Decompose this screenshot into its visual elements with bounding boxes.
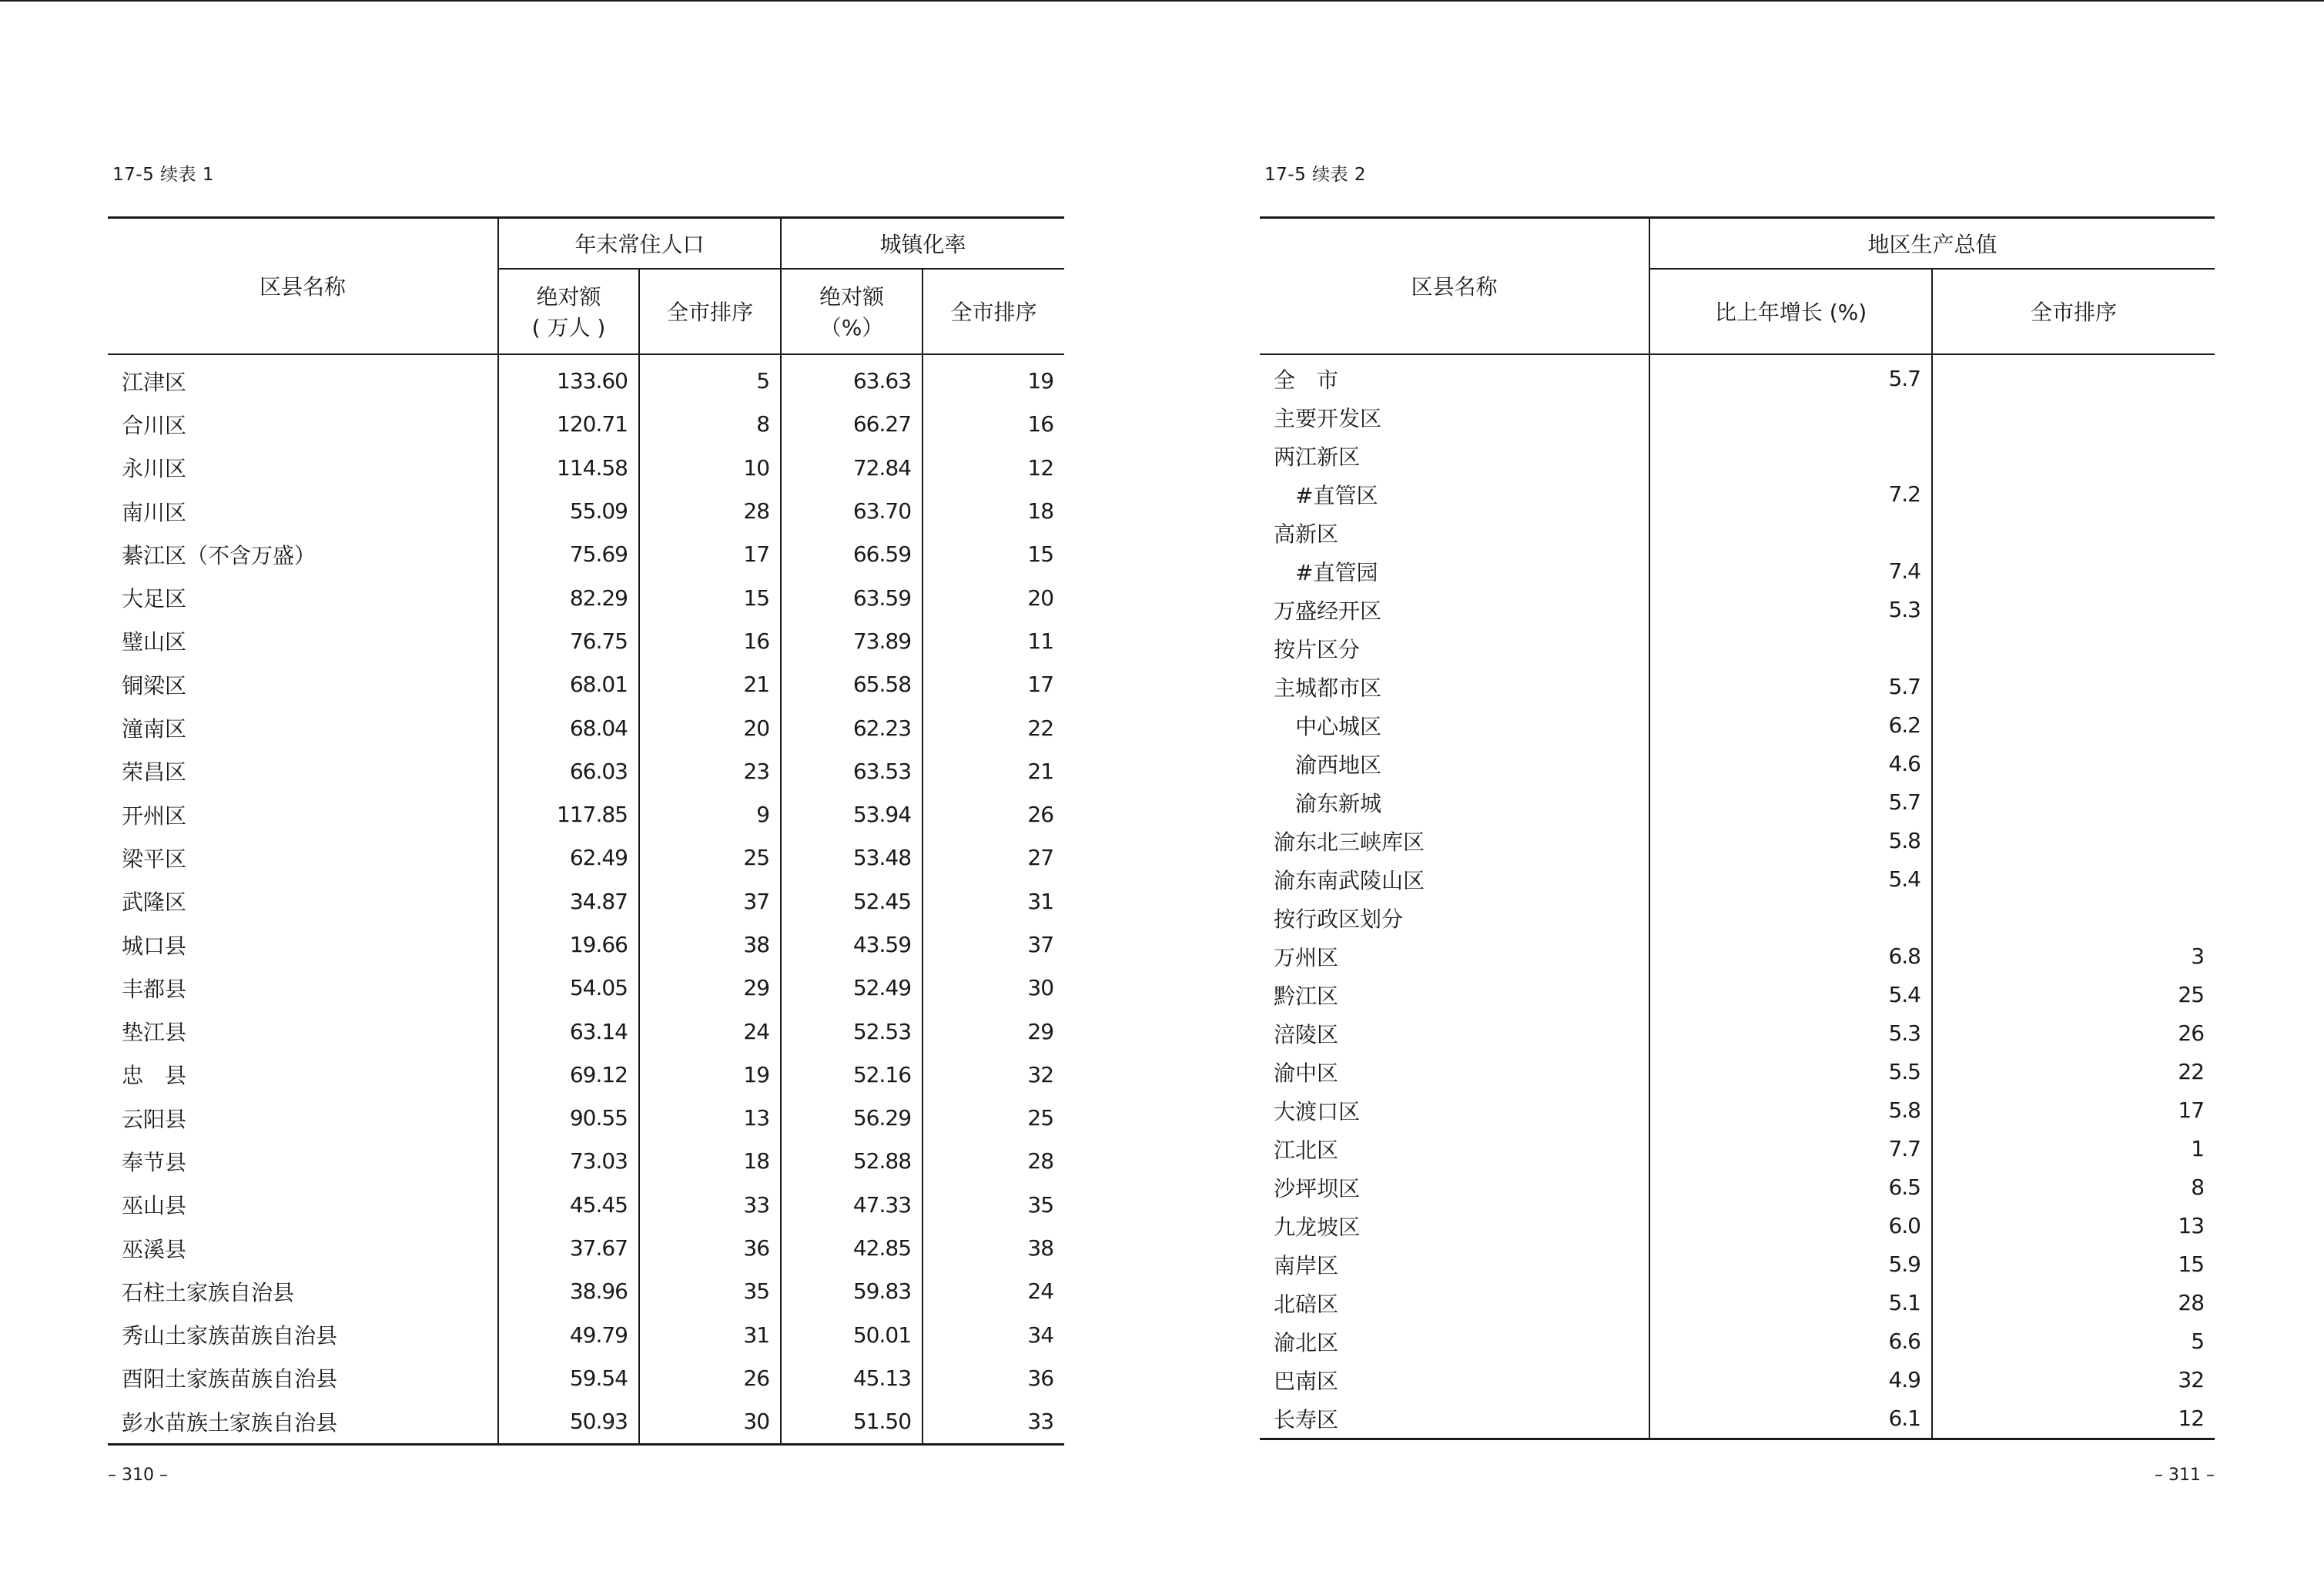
urbanization-rank-cell: 27: [923, 836, 1064, 879]
table-row: [108, 1140, 1064, 1183]
left-table-body: [108, 354, 1064, 1445]
urbanization-rank-cell: 17: [923, 663, 1064, 706]
urbanization-rank-cell: 29: [923, 1010, 1064, 1053]
region-name-cell: 江北区: [1274, 1137, 1339, 1163]
population-rank-cell: 31: [639, 1313, 781, 1356]
population-value-cell: 49.79: [498, 1313, 639, 1356]
population-value-cell: 34.87: [498, 879, 639, 923]
region-name-cell: 武隆区: [122, 889, 187, 916]
table-row: [1260, 354, 2215, 398]
table-row: [108, 1183, 1064, 1226]
population-rank-cell: 38: [639, 923, 781, 966]
table-row: [108, 836, 1064, 879]
population-rank-cell: 28: [639, 489, 781, 532]
growth-value-cell: 7.2: [1649, 475, 1932, 514]
table-row: [1260, 1130, 2215, 1168]
region-name-cell: 巫山县: [122, 1193, 187, 1219]
gdp-rank-cell: [1932, 591, 2215, 629]
urbanization-rank-cell: 19: [923, 354, 1064, 403]
urbanization-value-cell: 52.49: [781, 967, 923, 1010]
growth-value-cell: 5.5: [1649, 1053, 1932, 1091]
growth-value-cell: 6.2: [1649, 706, 1932, 745]
region-name-cell: 万盛经开区: [1274, 598, 1382, 624]
growth-value-cell: [1649, 437, 1932, 475]
urbanization-value-cell: 53.48: [781, 836, 923, 879]
population-rank-cell: 36: [639, 1226, 781, 1269]
region-name-cell: 按片区分: [1274, 636, 1361, 662]
header-urbanization-absolute-line1: 绝对额: [819, 284, 885, 310]
urbanization-rank-cell: 21: [923, 749, 1064, 792]
urbanization-value-cell: 63.70: [781, 489, 923, 532]
table-row: [1260, 783, 2215, 822]
growth-value-cell: 7.4: [1649, 552, 1932, 591]
table-row: [1260, 1091, 2215, 1130]
table-row: [108, 1270, 1064, 1313]
region-name-cell: 奉节县: [122, 1149, 187, 1175]
region-name-cell: 按行政区划分: [1274, 906, 1404, 932]
growth-value-cell: 4.9: [1649, 1361, 1932, 1399]
population-value-cell: 120.71: [498, 403, 639, 446]
gdp-rank-cell: [1932, 706, 2215, 745]
table-row: [1260, 475, 2215, 514]
growth-value-cell: 5.3: [1649, 591, 1932, 629]
gdp-rank-cell: 13: [1932, 1207, 2215, 1245]
urbanization-value-cell: 73.89: [781, 619, 923, 662]
population-rank-cell: 25: [639, 836, 781, 879]
urbanization-value-cell: 63.59: [781, 576, 923, 619]
population-rank-cell: 9: [639, 792, 781, 836]
table-row: [1260, 437, 2215, 475]
population-urbanization-table: [108, 216, 1064, 1446]
urbanization-value-cell: 63.63: [781, 354, 923, 403]
population-value-cell: 69.12: [498, 1053, 639, 1096]
region-name-cell: 南岸区: [1274, 1252, 1339, 1278]
population-rank-cell: 17: [639, 533, 781, 576]
region-name-cell: #直管区: [1295, 482, 1378, 508]
region-name-cell: 巫溪县: [122, 1236, 187, 1262]
header-gdp-group: 地区生产总值: [1649, 218, 2215, 269]
gdp-rank-cell: 15: [1932, 1245, 2215, 1284]
population-value-cell: 55.09: [498, 489, 639, 532]
table-row: [1260, 860, 2215, 899]
table-row: [1260, 668, 2215, 706]
table-row: [108, 1400, 1064, 1445]
population-rank-cell: 16: [639, 619, 781, 662]
table-row: [1260, 629, 2215, 668]
region-name-cell: 忠 县: [122, 1063, 187, 1089]
urbanization-value-cell: 45.13: [781, 1356, 923, 1399]
table-row: [1260, 1168, 2215, 1207]
urbanization-value-cell: 52.45: [781, 879, 923, 923]
table-row: [1260, 1284, 2215, 1322]
growth-value-cell: 5.4: [1649, 976, 1932, 1014]
header-population-absolute-line2: ( 万人 ): [531, 315, 606, 340]
region-name-cell: 九龙坡区: [1274, 1214, 1361, 1240]
gdp-rank-cell: 3: [1932, 937, 2215, 976]
header-region-name: 区县名称: [108, 218, 498, 354]
gdp-rank-cell: 32: [1932, 1361, 2215, 1399]
region-name-cell: 开州区: [122, 802, 187, 829]
population-rank-cell: 15: [639, 576, 781, 619]
region-name-cell: 渝中区: [1274, 1060, 1339, 1086]
gdp-rank-cell: [1932, 745, 2215, 783]
region-name-cell: 中心城区: [1295, 713, 1382, 739]
region-name-cell: 渝西地区: [1295, 752, 1382, 778]
population-rank-cell: 19: [639, 1053, 781, 1096]
table-row: [108, 576, 1064, 619]
population-value-cell: 114.58: [498, 446, 639, 489]
population-rank-cell: 26: [639, 1356, 781, 1399]
urbanization-rank-cell: 11: [923, 619, 1064, 662]
right-table-body: [1260, 354, 2215, 1439]
growth-value-cell: [1649, 514, 1932, 552]
growth-value-cell: 5.7: [1649, 354, 1932, 398]
population-rank-cell: 5: [639, 354, 781, 403]
gdp-rank-cell: 8: [1932, 1168, 2215, 1207]
region-name-cell: 铜梁区: [122, 672, 187, 699]
urbanization-rank-cell: 28: [923, 1140, 1064, 1183]
population-rank-cell: 21: [639, 663, 781, 706]
growth-value-cell: 5.8: [1649, 1091, 1932, 1130]
urbanization-rank-cell: 22: [923, 706, 1064, 749]
table-row: [1260, 1322, 2215, 1361]
table-row: [108, 749, 1064, 792]
table-row: [1260, 1399, 2215, 1439]
growth-value-cell: [1649, 629, 1932, 668]
top-border-line: [0, 0, 2324, 2]
region-name-cell: 高新区: [1274, 521, 1339, 547]
population-value-cell: 73.03: [498, 1140, 639, 1183]
table-row: [1260, 398, 2215, 437]
table-row: [1260, 1053, 2215, 1091]
gdp-growth-table: [1260, 216, 2215, 1440]
growth-value-cell: 5.4: [1649, 860, 1932, 899]
population-rank-cell: 33: [639, 1183, 781, 1226]
region-name-cell: 黔江区: [1274, 983, 1339, 1009]
growth-value-cell: 4.6: [1649, 745, 1932, 783]
gdp-rank-cell: 25: [1932, 976, 2215, 1014]
urbanization-value-cell: 72.84: [781, 446, 923, 489]
urbanization-value-cell: 43.59: [781, 923, 923, 966]
table-row: [108, 1053, 1064, 1096]
population-rank-cell: 37: [639, 879, 781, 923]
population-value-cell: 82.29: [498, 576, 639, 619]
urbanization-rank-cell: 35: [923, 1183, 1064, 1226]
table-row: [108, 1226, 1064, 1269]
population-rank-cell: 10: [639, 446, 781, 489]
growth-value-cell: 6.1: [1649, 1399, 1932, 1439]
header-population-absolute-line1: 绝对额: [536, 284, 601, 310]
region-name-cell: 丰都县: [122, 976, 187, 1002]
region-name-cell: 北碚区: [1274, 1291, 1339, 1317]
growth-value-cell: 5.1: [1649, 1284, 1932, 1322]
gdp-rank-cell: [1932, 354, 2215, 398]
population-rank-cell: 18: [639, 1140, 781, 1183]
population-rank-cell: 8: [639, 403, 781, 446]
growth-value-cell: [1649, 398, 1932, 437]
header-population-rank: 全市排序: [639, 269, 781, 354]
region-name-cell: 渝东南武陵山区: [1274, 867, 1425, 893]
page-number-right: – 311 –: [2155, 1466, 2215, 1485]
table-caption-right: 17-5 续表 2: [1264, 165, 1366, 185]
urbanization-rank-cell: 31: [923, 879, 1064, 923]
population-value-cell: 66.03: [498, 749, 639, 792]
growth-value-cell: [1649, 899, 1932, 937]
region-name-cell: 巴南区: [1274, 1368, 1339, 1394]
urbanization-value-cell: 42.85: [781, 1226, 923, 1269]
table-row: [108, 533, 1064, 576]
header-urbanization-absolute-line2: （%）: [819, 315, 884, 340]
table-row: [108, 792, 1064, 836]
region-name-cell: 沙坪坝区: [1274, 1175, 1361, 1201]
table-row: [108, 619, 1064, 662]
region-name-cell: 垫江县: [122, 1020, 187, 1046]
growth-value-cell: 5.7: [1649, 668, 1932, 706]
region-name-cell: 万州区: [1274, 944, 1339, 970]
urbanization-value-cell: 53.94: [781, 792, 923, 836]
urbanization-value-cell: 62.23: [781, 706, 923, 749]
region-name-cell: 石柱土家族自治县: [122, 1279, 295, 1305]
population-value-cell: 50.93: [498, 1400, 639, 1445]
urbanization-rank-cell: 30: [923, 967, 1064, 1010]
urbanization-rank-cell: 15: [923, 533, 1064, 576]
urbanization-rank-cell: 37: [923, 923, 1064, 966]
region-name-cell: 主城都市区: [1274, 675, 1382, 701]
region-name-cell: 酉阳土家族苗族自治县: [122, 1366, 338, 1392]
table-row: [1260, 745, 2215, 783]
urbanization-value-cell: 52.16: [781, 1053, 923, 1096]
table-row: [1260, 514, 2215, 552]
urbanization-value-cell: 63.53: [781, 749, 923, 792]
gdp-rank-cell: [1932, 475, 2215, 514]
region-name-cell: 云阳县: [122, 1106, 187, 1132]
population-rank-cell: 23: [639, 749, 781, 792]
population-value-cell: 68.04: [498, 706, 639, 749]
gdp-rank-cell: 28: [1932, 1284, 2215, 1322]
table-row: [1260, 1245, 2215, 1284]
table-row: [108, 1010, 1064, 1053]
urbanization-rank-cell: 38: [923, 1226, 1064, 1269]
table-row: [108, 354, 1064, 403]
gdp-rank-cell: [1932, 629, 2215, 668]
table-row: [1260, 1014, 2215, 1053]
urbanization-rank-cell: 16: [923, 403, 1064, 446]
page-number-left: – 310 –: [108, 1466, 168, 1485]
gdp-rank-cell: [1932, 860, 2215, 899]
population-rank-cell: 13: [639, 1097, 781, 1140]
growth-value-cell: 5.9: [1649, 1245, 1932, 1284]
population-rank-cell: 20: [639, 706, 781, 749]
table-row: [108, 1356, 1064, 1399]
table-row: [1260, 899, 2215, 937]
population-value-cell: 38.96: [498, 1270, 639, 1313]
region-name-cell: 彭水苗族土家族自治县: [108, 1400, 498, 1445]
region-name-cell: 江津区: [122, 369, 187, 395]
table-row: [108, 663, 1064, 706]
population-value-cell: 63.14: [498, 1010, 639, 1053]
header-population-absolute: [498, 269, 639, 354]
urbanization-value-cell: 52.88: [781, 1140, 923, 1183]
table-row: [108, 1313, 1064, 1356]
urbanization-value-cell: 56.29: [781, 1097, 923, 1140]
region-name-cell: 主要开发区: [1274, 405, 1382, 431]
population-value-cell: 90.55: [498, 1097, 639, 1140]
population-value-cell: 37.67: [498, 1226, 639, 1269]
region-name-cell: #直管园: [1295, 559, 1378, 585]
header-urbanization-absolute: [781, 269, 923, 354]
urbanization-value-cell: 59.83: [781, 1270, 923, 1313]
header-population-group: 年末常住人口: [498, 218, 781, 269]
urbanization-rank-cell: 33: [923, 1400, 1064, 1445]
table-row: [108, 446, 1064, 489]
population-value-cell: 133.60: [498, 354, 639, 403]
region-name-cell: 潼南区: [122, 716, 187, 742]
table-row: [1260, 822, 2215, 860]
urbanization-value-cell: 51.50: [781, 1400, 923, 1445]
urbanization-rank-cell: 12: [923, 446, 1064, 489]
gdp-rank-cell: 17: [1932, 1091, 2215, 1130]
table-row: [1260, 1361, 2215, 1399]
population-value-cell: 75.69: [498, 533, 639, 576]
gdp-rank-cell: [1932, 398, 2215, 437]
urbanization-value-cell: 66.59: [781, 533, 923, 576]
growth-value-cell: 6.6: [1649, 1322, 1932, 1361]
population-value-cell: 54.05: [498, 967, 639, 1010]
population-value-cell: 68.01: [498, 663, 639, 706]
population-rank-cell: 35: [639, 1270, 781, 1313]
population-rank-cell: 29: [639, 967, 781, 1010]
header-growth: 比上年增长 (%): [1649, 269, 1932, 354]
header-urbanization-group: 城镇化率: [781, 218, 1064, 269]
population-value-cell: 76.75: [498, 619, 639, 662]
growth-value-cell: 5.7: [1649, 783, 1932, 822]
growth-value-cell: 5.3: [1649, 1014, 1932, 1053]
region-name-cell: 渝东北三峡库区: [1274, 829, 1425, 855]
table-row: [108, 403, 1064, 446]
gdp-rank-cell: 22: [1932, 1053, 2215, 1091]
region-name-cell: 长寿区: [1260, 1399, 1649, 1439]
urbanization-value-cell: 66.27: [781, 403, 923, 446]
population-value-cell: 19.66: [498, 923, 639, 966]
header-urbanization-rank: 全市排序: [923, 269, 1064, 354]
urbanization-rank-cell: 18: [923, 489, 1064, 532]
region-name-cell: 大渡口区: [1274, 1098, 1361, 1124]
urbanization-rank-cell: 36: [923, 1356, 1064, 1399]
table-row: [108, 706, 1064, 749]
gdp-rank-cell: 5: [1932, 1322, 2215, 1361]
region-name-cell: 南川区: [122, 499, 187, 525]
urbanization-rank-cell: 34: [923, 1313, 1064, 1356]
region-name-cell: 綦江区（不含万盛）: [122, 542, 316, 568]
urbanization-value-cell: 65.58: [781, 663, 923, 706]
gdp-rank-cell: [1932, 783, 2215, 822]
table-row: [1260, 1207, 2215, 1245]
table-row: [108, 967, 1064, 1010]
region-name-cell: 渝东新城: [1295, 790, 1382, 816]
table-row: [108, 923, 1064, 966]
table-row: [1260, 552, 2215, 591]
gdp-rank-cell: [1932, 899, 2215, 937]
growth-value-cell: 6.0: [1649, 1207, 1932, 1245]
region-name-cell: 荣昌区: [122, 759, 187, 786]
urbanization-value-cell: 47.33: [781, 1183, 923, 1226]
table-row: [1260, 706, 2215, 745]
table-row: [1260, 591, 2215, 629]
gdp-rank-cell: 26: [1932, 1014, 2215, 1053]
growth-value-cell: 5.8: [1649, 822, 1932, 860]
header-gdp-rank: 全市排序: [1932, 269, 2215, 354]
table-row: [108, 879, 1064, 923]
urbanization-rank-cell: 24: [923, 1270, 1064, 1313]
population-value-cell: 59.54: [498, 1356, 639, 1399]
population-rank-cell: 30: [639, 1400, 781, 1445]
header-region-name-right: 区县名称: [1260, 218, 1649, 354]
region-name-cell: 渝北区: [1274, 1329, 1339, 1355]
urbanization-rank-cell: 32: [923, 1053, 1064, 1096]
region-name-cell: 梁平区: [122, 846, 187, 872]
region-name-cell: 两江新区: [1274, 444, 1361, 470]
region-name-cell: 全 市: [1274, 367, 1339, 393]
table-row: [108, 1097, 1064, 1140]
growth-value-cell: 7.7: [1649, 1130, 1932, 1168]
region-name-cell: 永川区: [122, 456, 187, 482]
urbanization-rank-cell: 25: [923, 1097, 1064, 1140]
population-value-cell: 45.45: [498, 1183, 639, 1226]
gdp-rank-cell: [1932, 668, 2215, 706]
region-name-cell: 城口县: [122, 933, 187, 959]
gdp-rank-cell: [1932, 437, 2215, 475]
table-row: [1260, 976, 2215, 1014]
population-rank-cell: 24: [639, 1010, 781, 1053]
table-row: [1260, 937, 2215, 976]
table-row: [108, 489, 1064, 532]
region-name-cell: 合川区: [122, 412, 187, 438]
gdp-rank-cell: [1932, 552, 2215, 591]
gdp-rank-cell: 1: [1932, 1130, 2215, 1168]
urbanization-value-cell: 52.53: [781, 1010, 923, 1053]
growth-value-cell: 6.8: [1649, 937, 1932, 976]
region-name-cell: 大足区: [122, 586, 187, 612]
gdp-rank-cell: [1932, 514, 2215, 552]
gdp-rank-cell: 12: [1932, 1399, 2215, 1439]
region-name-cell: 秀山土家族苗族自治县: [122, 1323, 338, 1349]
population-value-cell: 117.85: [498, 792, 639, 836]
urbanization-rank-cell: 26: [923, 792, 1064, 836]
urbanization-rank-cell: 20: [923, 576, 1064, 619]
growth-value-cell: 6.5: [1649, 1168, 1932, 1207]
region-name-cell: 涪陵区: [1274, 1021, 1339, 1047]
table-caption-left: 17-5 续表 1: [112, 165, 214, 185]
region-name-cell: 璧山区: [122, 629, 187, 655]
gdp-rank-cell: [1932, 822, 2215, 860]
population-value-cell: 62.49: [498, 836, 639, 879]
urbanization-value-cell: 50.01: [781, 1313, 923, 1356]
